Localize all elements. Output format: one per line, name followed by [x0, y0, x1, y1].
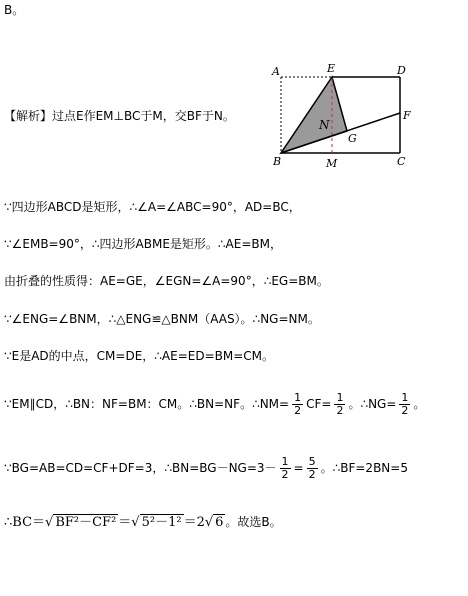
line8-part-a: ∴BC＝	[4, 515, 46, 530]
radical-6: 6	[215, 515, 224, 530]
line8-part-b: ＝	[118, 515, 132, 530]
analysis-text: 过点E作EM⊥BC于M，交BF于N。	[52, 109, 235, 123]
line7-part-b: =	[293, 461, 304, 475]
radical-bf-cf: BF²－CF²	[55, 515, 117, 530]
fraction-nm: $\frac{1}{2}$	[294, 391, 302, 417]
answer-line: B。	[4, 3, 25, 17]
line6-part-d: 。	[413, 397, 426, 411]
analysis-tag: 【解析】	[4, 109, 53, 123]
solution-line-4: ∵∠ENG=∠BNM，∴△ENG≌△BNM（AAS）。∴NG=NM。	[4, 312, 320, 326]
fraction-cf: $\frac{1}{2}$	[336, 391, 344, 417]
line8-part-c: ＝2	[183, 515, 205, 530]
line8-part-d: 。故选B。	[225, 515, 282, 529]
solution-line-5: ∵E是AD的中点，CM=DE，∴AE=ED=BM=CM。	[4, 349, 275, 363]
solution-line-3: 由折叠的性质得：AE=GE，∠EGN=∠A=90°，∴EG=BM。	[4, 274, 329, 288]
fraction-half: $\frac{1}{2}$	[281, 455, 289, 481]
line7-part-c: 。∴BF=2BN=5	[320, 461, 408, 475]
solution-line-6	[4, 392, 425, 417]
label-c: C	[397, 155, 406, 168]
line7-part-a: ∵BG=AB=CD=CF+DF=3，∴BN=BG－NG=3－	[4, 461, 277, 475]
label-f: F	[403, 109, 411, 122]
line6-part-a: ∵EM∥CD，∴BN：NF=BM：CM。∴BN=NF。∴NM=	[4, 397, 290, 411]
line6-part-c: 。∴NG=	[348, 397, 397, 411]
label-d: D	[397, 64, 406, 77]
label-g: G	[348, 132, 357, 145]
label-n: N	[319, 118, 330, 132]
solution-line-8: ∴BC＝√ BF²－CF² ＝√ 5²－1² ＝2√ 6 。故选B。	[4, 515, 282, 530]
label-b: B	[273, 155, 282, 168]
label-a: A	[272, 65, 280, 78]
label-m: M	[326, 157, 338, 170]
fraction-ng: $\frac{1}{2}$	[401, 391, 409, 417]
line6-part-b: CF=	[306, 397, 332, 411]
radical-5-1: 5²－1²	[141, 515, 182, 530]
solution-line-1: ∵四边形ABCD是矩形，∴∠A=∠ABC=90°，AD=BC，	[4, 200, 301, 214]
fraction-five-halves: $\frac{5}{2}$	[308, 455, 316, 481]
solution-line-7	[4, 456, 408, 481]
label-e: E	[327, 62, 336, 75]
solution-line-2: ∵∠EMB=90°，∴四边形ABME是矩形。∴AE=BM，	[4, 237, 282, 251]
